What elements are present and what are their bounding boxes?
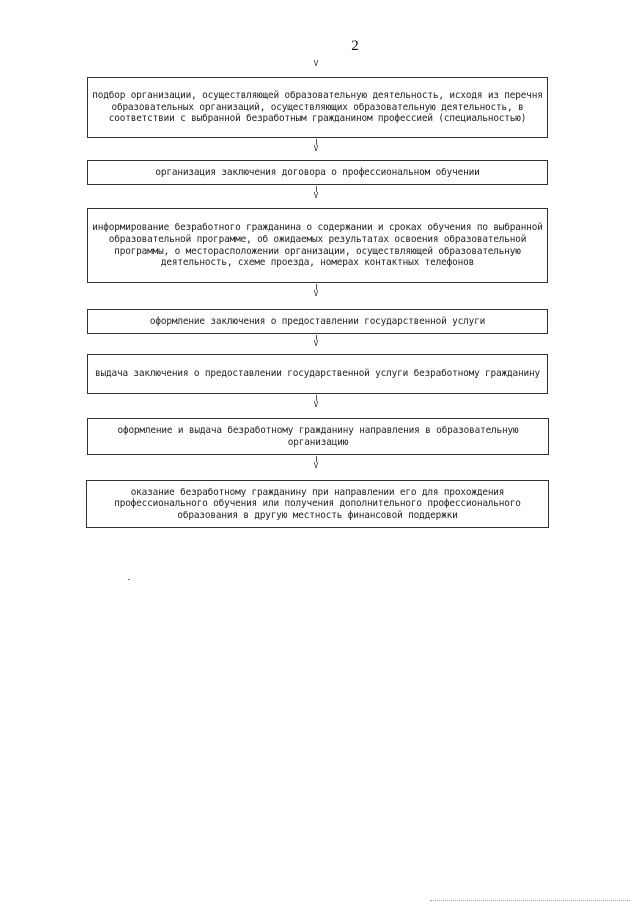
flow-arrow-6	[308, 456, 324, 470]
flow-arrow-5	[308, 395, 324, 409]
arrow-head: V	[313, 461, 319, 470]
flow-step-text: оформление заключения о предоставлении государственной услуги	[149, 315, 486, 327]
flow-step-text: подбор организации, осуществляющей образовательную деятельность, исходя из перечня образовательных организаций, осуществляющих образовательную деятельность, в соответствии с выбранной безработным гражданином профессией (специальностью)	[92, 90, 543, 125]
arrow-head: V	[313, 59, 319, 68]
flow-step-contract	[87, 160, 548, 185]
scan-speck	[128, 579, 130, 580]
flow-step-conclusion	[87, 309, 548, 334]
flow-arrow-top	[308, 60, 324, 68]
flow-step-selection	[87, 77, 548, 138]
flow-step-text: организация заключения договора о профессиональном обучении	[155, 166, 480, 178]
flow-arrow-3	[308, 284, 324, 298]
flow-step-text: оформление и выдача безработному гражданину направления в образовательную организацию	[117, 424, 519, 448]
arrow-head: V	[313, 339, 319, 348]
arrow-head: V	[313, 289, 319, 298]
flow-arrow-4	[308, 335, 324, 348]
arrow-head: V	[313, 400, 319, 409]
flow-step-issue-conclusion	[87, 354, 548, 394]
flow-arrow-1	[308, 139, 324, 153]
arrow-head: V	[313, 144, 319, 153]
page-number: 2	[351, 38, 359, 54]
flow-step-informing	[87, 208, 548, 283]
arrow-head: V	[313, 191, 319, 200]
flow-step-financial-support	[86, 480, 549, 528]
scan-edge-noise	[430, 900, 630, 903]
flow-step-text: оказание безработному гражданину при направлении его для прохождения профессионального обучения или получения дополнительного профессионального образования в другую местность финансовой поддержки	[114, 486, 521, 521]
flow-step-text: информирование безработного гражданина о содержании и сроках обучения по выбранной образовательной программе, об ожидаемых результатах освоения образовательной программы, о месторасположении организации, осуществляющей образовательную деятельность, схеме проезда, номерах контактных телефонов	[92, 222, 543, 269]
flow-step-referral	[87, 418, 549, 455]
flow-arrow-2	[308, 186, 324, 200]
flow-step-text: выдача заключения о предоставлении государственной услуги безработному гражданину	[94, 368, 541, 380]
